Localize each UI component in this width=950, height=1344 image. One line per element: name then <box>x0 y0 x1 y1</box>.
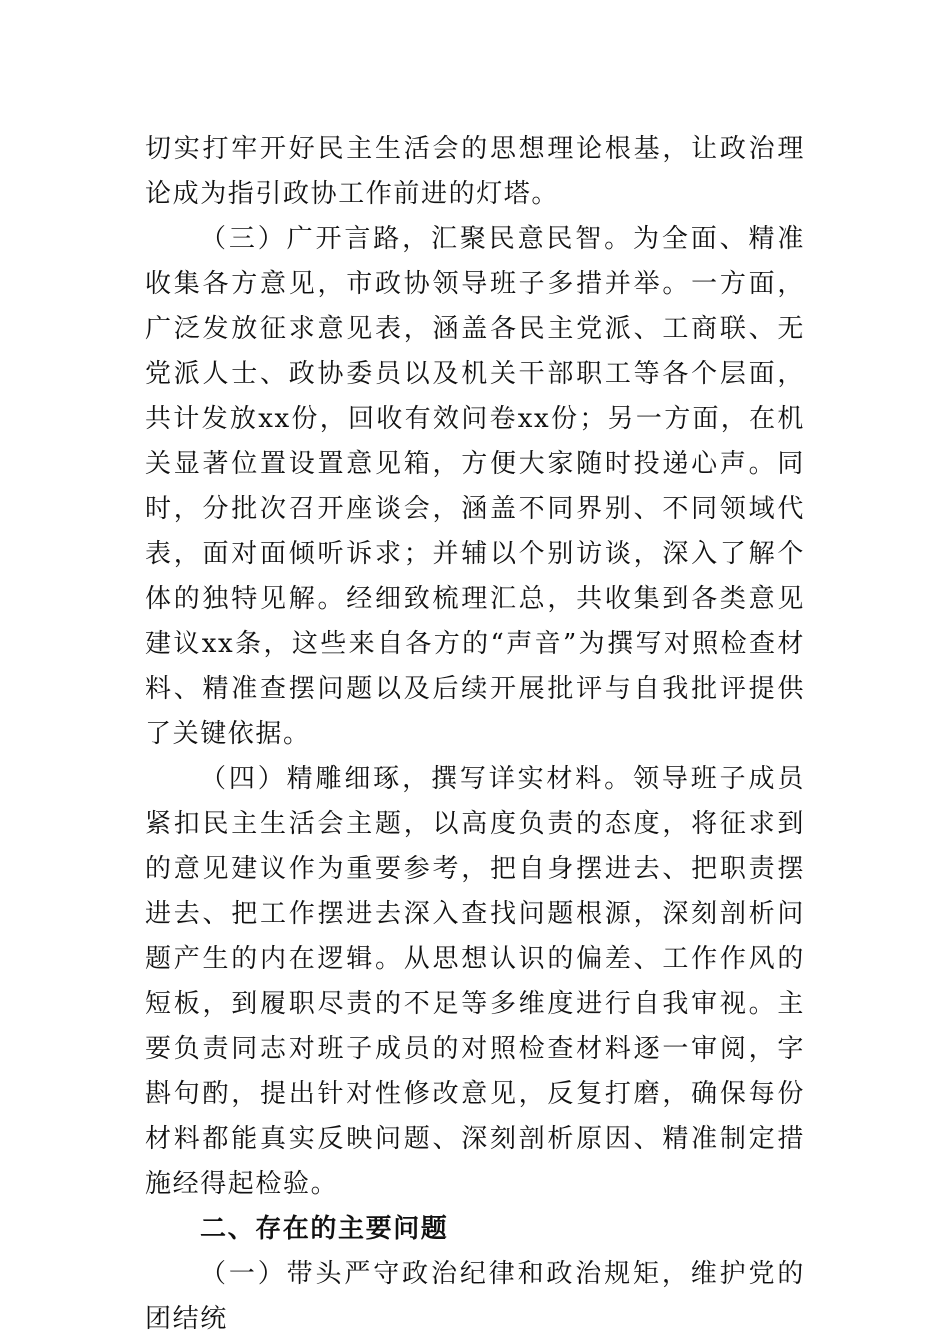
section-heading: 二、存在的主要问题 <box>200 1214 449 1244</box>
paragraph-problem-one: （一）带头严守政治纪律和政治规矩，维护党的团结统 <box>145 1259 805 1334</box>
paragraph-section-three: （三）广开言路，汇聚民意民智。为全面、精准收集各方意见，市政协领导班子多措并举。一方面，广泛发放征求意见表，涵盖各民主党派、工商联、无党派人士、政协委员以及机关干部职工等各个层面，共计发放xx份，回收有效问卷xx份；另一方面，在机关显著位置设置意见箱，方便大家随时投递心声。同时，分批次召开座谈会，涵盖不同界别、不同领域代表，面对面倾听诉求；并辅以个别访谈，深入了解个体的独特见解。经细致梳理汇总，共收集到各类意见建议xx条，这些来自各方的“声音”为撰写对照检查材料、精准查摆问题以及后续开展批评与自我批评提供了关键依据。 <box>145 224 805 749</box>
document-body <box>145 127 805 1342</box>
paragraph-section-four: （四）精雕细琢，撰写详实材料。领导班子成员紧扣民主生活会主题，以高度负责的态度，将征求到的意见建议作为重要参考，把自身摆进去、把职责摆进去、把工作摆进去深入查找问题根源，深刻剖析问题产生的内在逻辑。从思想认识的偏差、工作作风的短板，到履职尽责的不足等多维度进行自我审视。主要负责同志对班子成员的对照检查材料逐一审阅，字斟句酌，提出针对性修改意见，反复打磨，确保每份材料都能真实反映问题、深刻剖析原因、精准制定措施经得起检验。 <box>145 764 805 1199</box>
paragraph-continuation: 切实打牢开好民主生活会的思想理论根基，让政治理论成为指引政协工作前进的灯塔。 <box>145 134 805 209</box>
